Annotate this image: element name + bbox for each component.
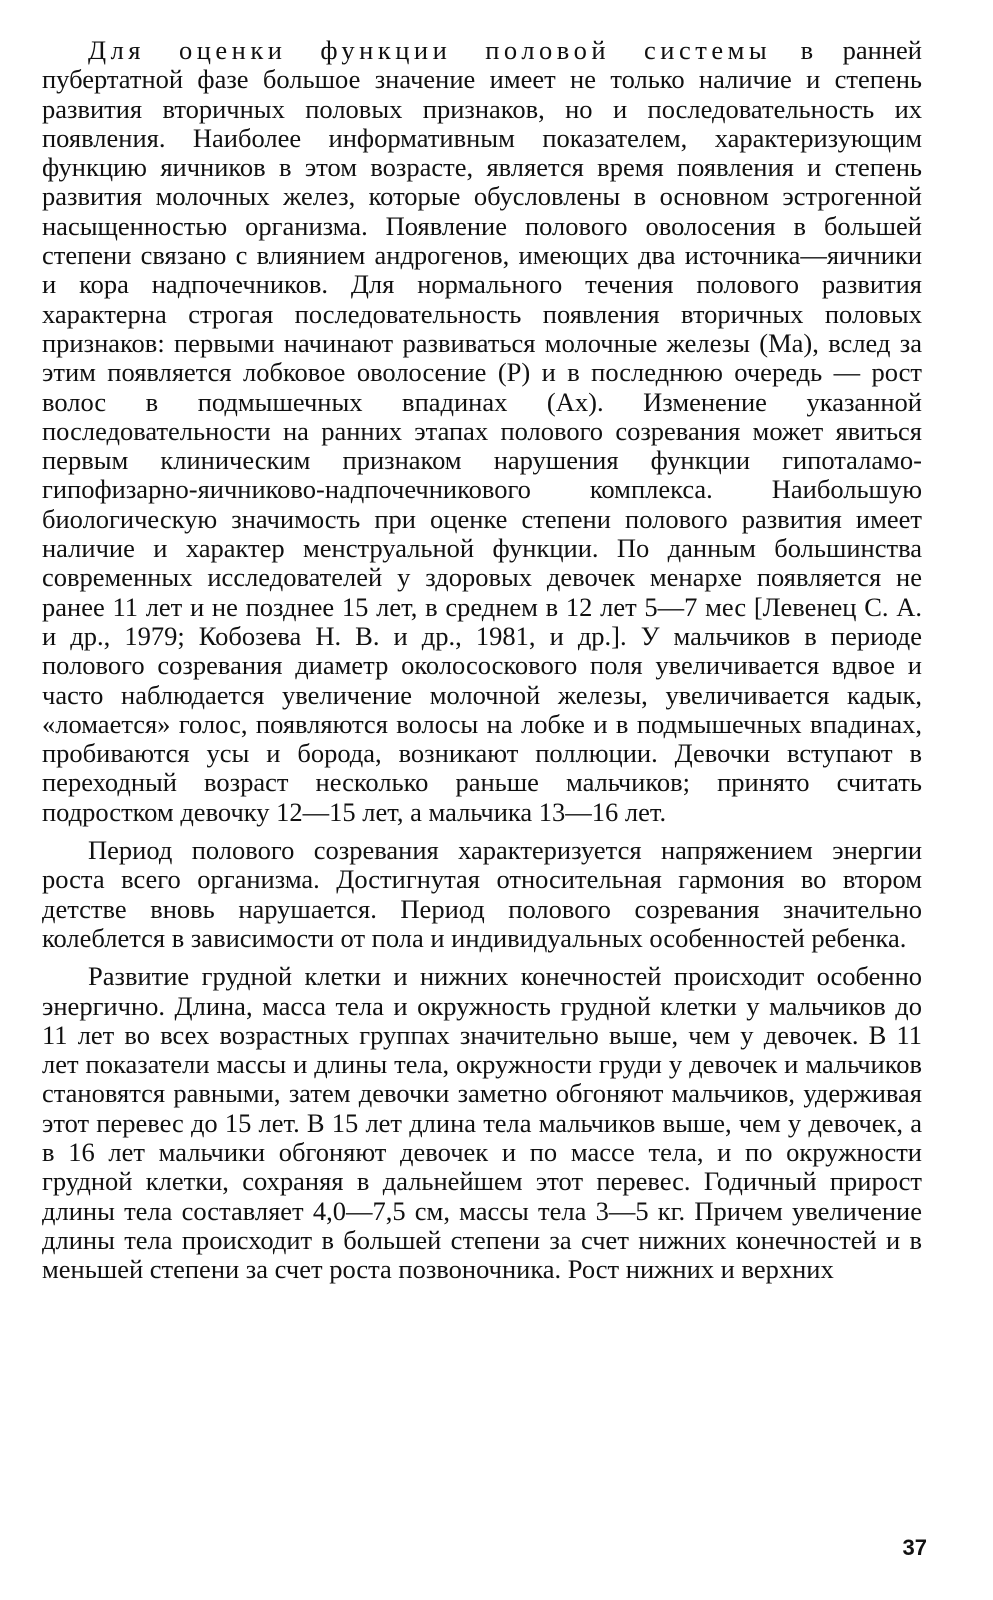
paragraph-text: в ранней пубертатной фазе большое значение имеет не только наличие и степень развития вторичных половых признаков, но и последовательность их появления. Наиболее информативным показателем, характеризующим функцию яичников в этом возрасте, является время появления и степень развития молочных желез, которые обусловлены в основном эстрогенной насыщенностью организма. Появление полового оволосения в большей степени связано с влиянием андрогенов, имеющих два источника—яичники и кора надпочечников. Для нормального течения полового развития характерна строгая последовательность появления вторичных половых признаков: первыми начинают развиваться молочные железы (Ма), вслед за этим появляется лобковое оволосение (Р) и в последнюю очередь — рост волос в подмышечных впадинах (Ах). Изменение указанной последовательности на ранних этапах полового созревания может явиться первым клиническим признаком нарушения функции гипоталамо-гипофизарно-яичниково-надпочечникового комплекса. Наибольшую биологическую значимость при оценке степени полового развития имеет наличие и характер менструальной функции. По данным большинства современных исследователей у здоровых девочек менархе появляется не ранее 11 лет и не позднее 15 лет, в среднем в 12 лет 5—7 мес [Левенец С. А. и др., 1979; Кобозева Н. В. и др., 1981, и др.]. У мальчиков в периоде полового созревания диаметр околососкового поля увеличивается вдвое и часто наблюдается увеличение молочной железы, увеличивается кадык, «ломается» голос, появляются волосы на лобке и в подмышечных впадинах, пробиваются усы и борода, возникают поллюции. Девочки вступают в переходный возраст несколько раньше мальчиков; принято считать подростком девочку 12—15 лет, а мальчика 13—16 лет. — [42, 35, 922, 827]
paragraph-body-development — [42, 962, 922, 1284]
paragraph-text: Развитие грудной клетки и нижних конечностей происходит особенно энергично. Длина, масса тела и окружность грудной клетки у мальчиков до 11 лет во всех возрастных группах значительно выше, чем у девочек. В 11 лет показатели массы и длины тела, окружности груди у девочек и мальчиков становятся равными, затем девочки заметно обгоняют мальчиков, удерживая этот перевес до 15 лет. В 15 лет длина тела мальчиков выше, чем у девочек, а в 16 лет мальчики обгоняют девочек и по массе тела, и по окружности грудной клетки, сохраняя в дальнейшем этот перевес. Годичный прирост длины тела составляет 4,0—7,5 см, массы тела 3—5 кг. Причем увеличение длины тела происходит в большей степени за счет нижних конечностей и в меньшей степени за счет роста позвоночника. Рост нижних и верхних — [42, 961, 922, 1285]
page-number: 37 — [902, 1535, 927, 1560]
paragraph-text: Период полового созревания характеризуется напряжением энергии роста всего организма. Достигнутая относительная гармония во втором детстве вновь нарушается. Период полового созревания значительно колеблется в зависимости от пола и индивидуальных особенностей ребенка. — [42, 835, 922, 953]
paragraph-puberty-period — [42, 836, 922, 953]
spaced-lead-phrase: Для оценки функции половой системы — [88, 35, 772, 65]
paragraph-puberty-assessment — [42, 36, 922, 827]
page-body — [42, 36, 922, 1284]
